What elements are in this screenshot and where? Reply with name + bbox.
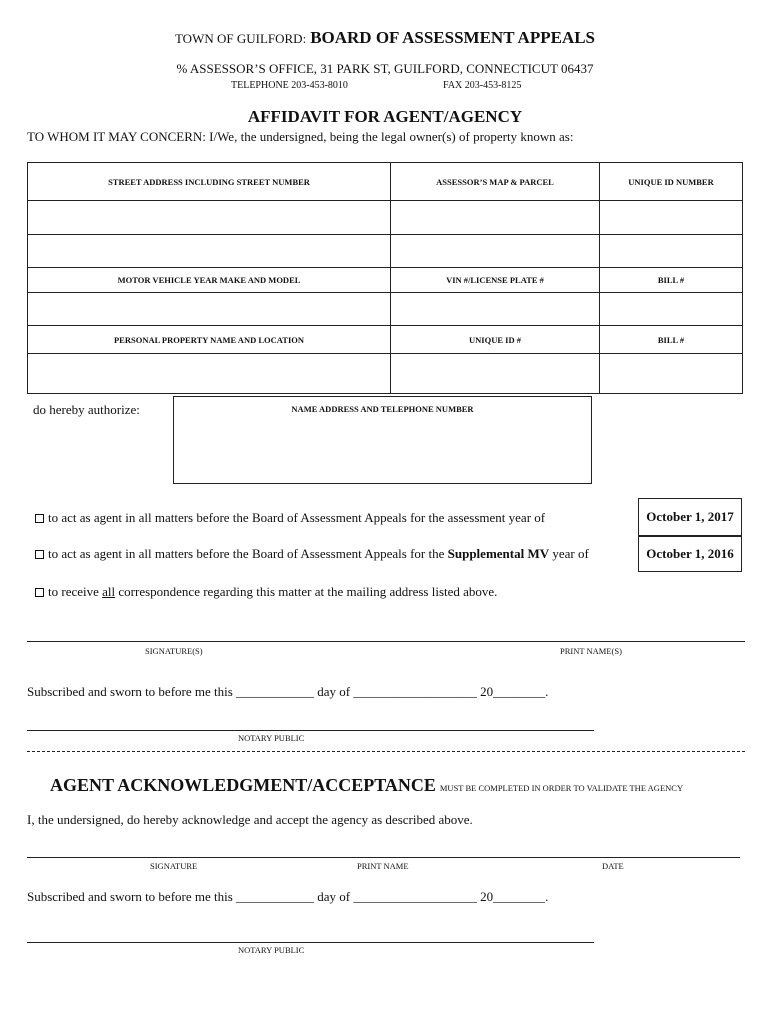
mv-bill-cell[interactable] [600, 293, 743, 326]
mv-bill-header: BILL # [600, 268, 743, 293]
ack-note: MUST BE COMPLETED IN ORDER TO VALIDATE THE AGENCY [439, 783, 684, 793]
ack-title-line [50, 775, 683, 796]
unique-id-cell-1[interactable] [600, 201, 743, 235]
option-2-pre: to act as agent in all matters before the Board of Assessment Appeals for the [48, 546, 448, 561]
option-1-text: to act as agent in all matters before the Board of Assessment Appeals for the assessment year of [48, 510, 546, 525]
unique-id-cell-2[interactable] [600, 235, 743, 268]
header-title-line [0, 28, 770, 48]
real-estate-entry-row [28, 201, 743, 235]
motor-vehicle-entry-row [28, 293, 743, 326]
telephone: TELEPHONE 203-453-8010 [231, 80, 348, 91]
street-address-cell-1[interactable] [28, 201, 391, 235]
form-title: AFFIDAVIT FOR AGENT/AGENCY [247, 107, 523, 126]
section-divider [27, 751, 745, 752]
option-supplemental-mv [35, 546, 589, 562]
pp-bill-header: BILL # [600, 326, 743, 354]
agent-info-box[interactable] [173, 396, 592, 484]
vin-plate-cell[interactable] [391, 293, 600, 326]
agent-print-name-label: PRINT NAME [357, 861, 409, 871]
owner-signature-label: SIGNATURE(S) [145, 646, 203, 656]
supplemental-mv-date-box [638, 536, 742, 572]
option-correspondence [35, 584, 497, 600]
supplemental-mv-checkbox[interactable] [35, 550, 44, 559]
agent-info-label: NAME ADDRESS AND TELEPHONE NUMBER [291, 404, 474, 414]
option-3-pre: to receive [48, 584, 103, 599]
map-parcel-cell-2[interactable] [391, 235, 600, 268]
assessment-year-checkbox[interactable] [35, 514, 44, 523]
owner-notary-label: NOTARY PUBLIC [238, 733, 305, 743]
unique-id-header: UNIQUE ID NUMBER [600, 163, 743, 201]
correspondence-checkbox[interactable] [35, 588, 44, 597]
owner-print-name-label: PRINT NAME(S) [560, 646, 622, 656]
vin-plate-header: VIN #/LICENSE PLATE # [391, 268, 600, 293]
pp-bill-cell[interactable] [600, 354, 743, 394]
motor-vehicle-cell[interactable] [28, 293, 391, 326]
street-address-cell-2[interactable] [28, 235, 391, 268]
agent-signature-line[interactable] [27, 857, 740, 858]
pp-unique-id-cell[interactable] [391, 354, 600, 394]
option-3-underlined: all [102, 584, 116, 599]
personal-property-cell[interactable] [28, 354, 391, 394]
agent-notary-label: NOTARY PUBLIC [238, 945, 305, 955]
option-3-post: correspondence regarding this matter at the mailing address listed above. [115, 584, 498, 599]
agent-notary-line[interactable] [27, 942, 594, 943]
motor-vehicle-header-row [28, 268, 743, 293]
real-estate-header-row [28, 163, 743, 201]
board-name: BOARD OF ASSESSMENT APPEALS [310, 28, 596, 47]
agent-signature-label: SIGNATURE [150, 861, 198, 871]
option-assessment-year [35, 510, 545, 526]
personal-property-header-row [28, 326, 743, 354]
intro-text: TO WHOM IT MAY CONCERN: I/We, the undersigned, being the legal owner(s) of property known as: [27, 129, 574, 144]
owner-signature-line[interactable] [27, 641, 745, 642]
agent-date-label: DATE [602, 861, 624, 871]
map-parcel-header: ASSESSOR’S MAP & PARCEL [391, 163, 600, 201]
motor-vehicle-header: MOTOR VEHICLE YEAR MAKE AND MODEL [28, 268, 391, 293]
personal-property-header: PERSONAL PROPERTY NAME AND LOCATION [28, 326, 391, 354]
ack-title: AGENT ACKNOWLEDGMENT/ACCEPTANCE [50, 775, 436, 795]
fax: FAX 203-453-8125 [443, 80, 522, 91]
office-address: % ASSESSOR’S OFFICE, 31 PARK ST, GUILFORD, CONNECTICUT 06437 [176, 61, 594, 76]
street-address-header: STREET ADDRESS INCLUDING STREET NUMBER [28, 163, 391, 201]
supplemental-mv-date: October 1, 2016 [646, 546, 734, 561]
personal-property-entry-row [28, 354, 743, 394]
option-2-post: year of [549, 546, 589, 561]
pp-unique-id-header: UNIQUE ID # [391, 326, 600, 354]
authorize-label: do hereby authorize: [33, 402, 140, 417]
real-estate-entry-row [28, 235, 743, 268]
option-2-bold: Supplemental MV [447, 546, 550, 561]
agent-sworn-text: Subscribed and sworn to before me this ____________ day of ___________________ 20________. [27, 889, 549, 904]
ack-statement: I, the undersigned, do hereby acknowledge and accept the agency as described above. [27, 812, 473, 827]
assessment-year-date-box [638, 498, 742, 536]
town-prefix: TOWN OF GUILFORD: [174, 31, 307, 46]
map-parcel-cell-1[interactable] [391, 201, 600, 235]
owner-notary-line[interactable] [27, 730, 594, 731]
owner-sworn-text: Subscribed and sworn to before me this ____________ day of ___________________ 20________. [27, 684, 549, 699]
assessment-year-date: October 1, 2017 [646, 509, 734, 524]
property-table [27, 162, 743, 394]
